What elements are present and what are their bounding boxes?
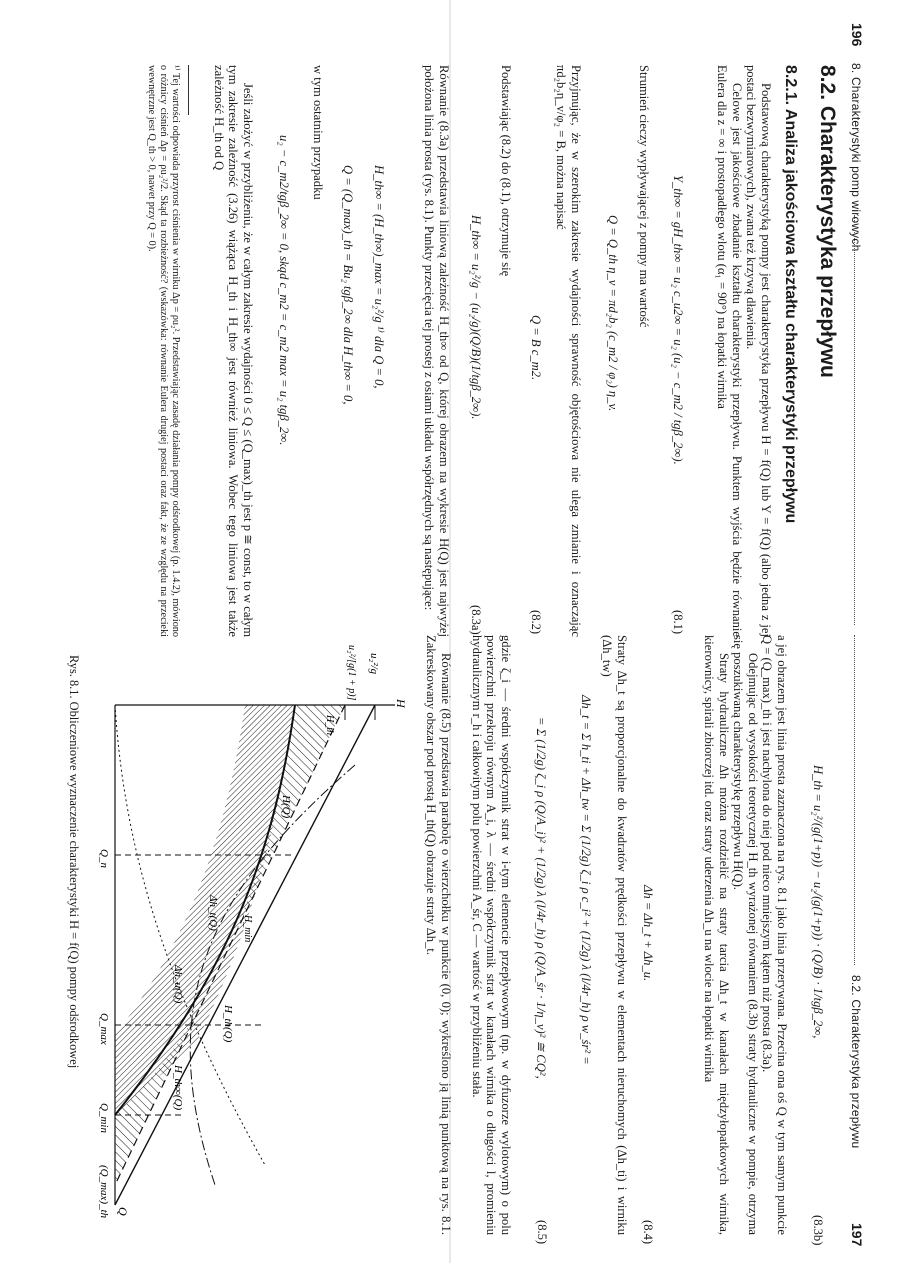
paragraph: w tym ostatnim przypadku <box>311 65 325 200</box>
paragraph: Podstawową charakterystyką pompy jest charakterystyka przepływu H = f(Q) lub Y = f(Q) (albo jedna z jej postaci bezwymiarowych), zwana też krzywą dławienia. <box>744 65 773 637</box>
equation-8-5-line2: = Σ (1/2g) ζ_i ρ (Q/A_i)² + (1/2g) λ (l/4r_h) ρ (Q/A_śr · 1/η_v)² ≅ CQ², <box>534 717 548 1079</box>
subsection-title: 8.2.1. Analiza jakościowa kształtu charakterystyki przepływu <box>782 65 799 524</box>
header-rule <box>854 635 855 965</box>
section-title: 8.2. Charakterystyka przepływu <box>816 65 839 378</box>
paragraph: Straty Δh_t są proporcjonalne do kwadratów prędkości przepływu w elementach nieruchomych (Δh_ti) i wirniku (Δh_tw) <box>600 635 629 1235</box>
equation-8-3b: H_th = u₂²/(g(1+p)) − u₂/(g(1+p)) · (Q/B) · 1/tgβ_2∞, <box>811 765 825 1039</box>
equation-8-2: Q = B c_m2. <box>529 315 543 381</box>
paragraph: Strumień cieczy wypływającej z pompy ma wartość <box>637 65 651 328</box>
footnote-rule <box>188 65 189 115</box>
equation-number: (8.3b) <box>811 1215 825 1246</box>
left-page <box>45 15 865 635</box>
label-hmin: H_min <box>242 915 253 943</box>
label-dhu: Δh_u(Q) <box>172 965 184 1004</box>
paragraph: Podstawiając (8.2) do (8.1), otrzymuje się <box>499 65 513 277</box>
equation-number: (8.5) <box>535 1220 549 1245</box>
page-number: 196 <box>849 23 865 47</box>
body-block-1 <box>715 65 773 637</box>
axis-label-q: Q <box>116 1207 130 1216</box>
paragraph: gdzie ζ_i — średni współczynnik strat w i-tym elemencie przepływowym (np. w dyfuzorze wylotowym) o polu powierzchni przekroju równym A_i, λ — średni współczynnik strat w kanałach wirnika o długości l, promieniu hydraulicznym r_h i całkowitym polu powierzchni A_śr, C — wartość w przybliżeniu stała. <box>469 635 513 1235</box>
equation-number: (8.2) <box>529 610 543 635</box>
equation-number: (8.4) <box>641 1220 655 1245</box>
paragraph: Odejmując od wysokości teoretycznej H_th wyrażonej równaniem (8.3b) straty hydrauliczne w pompie, otrzyma się poszukiwaną charakterystykę przepływu H(Q). <box>731 635 760 1235</box>
label-hth: H_th <box>324 715 335 735</box>
running-head: 8.2. Charakterystyka przepływu <box>849 975 863 1149</box>
label-dht: Δh_t(Q) <box>207 895 219 931</box>
equation-number: (8.1) <box>671 610 685 635</box>
paragraph: Celowe jest jakościowe zbadanie kształtu charakterystyki przepływu. Punktem wyjścia będzie równanie Eulera dla z = ∞ i prostopadłego wlotu (α₁ = 90°) na łopatki wirnika <box>715 65 744 637</box>
label-h-q: H(Q) <box>280 795 292 819</box>
label-qmaxth: (Q_max)_th <box>98 1165 110 1219</box>
header-rule <box>854 215 855 625</box>
paragraph: Równanie (8.5) przedstawia parabolę o wierzchołku w punkcie (0, 0); wykreślono ją linią punktową na rys. 8.1. Zakreskowany obszar pod prostą H_th(Q) obrazuje straty Δh_t. <box>424 635 453 1235</box>
equation-point-1: H_th∞ = (H_th∞)_max = u₂²/g ¹⁾ dla Q = 0, <box>372 165 386 389</box>
label-qn: Q_n <box>98 849 110 868</box>
label-hth-q: H_th(Q) <box>222 1005 234 1043</box>
equation-8-5-line1: Δh_t = Σ h_ti + Δh_tw = Σ (1/2g) ζ_i ρ c_i² + (1/2g) λ (l/4r_h) ρ w_śr² = <box>579 695 593 1065</box>
equation-number: (8.3a) <box>469 605 483 635</box>
paragraph: Straty hydrauliczne Δh można rozdzielić na straty tarcia Δh_t w kanałach międzyłopatkowych wirnika, kierownicy, spirali zbiorczej itd. oraz straty uderzenia Δh_u na wlocie na łopatki wirnika <box>702 635 731 1235</box>
label-hthinf-q: H_th∞(Q) <box>172 1065 184 1111</box>
figure-8-1 <box>95 645 415 1245</box>
equation-8-1: Y_th∞ = gH_th∞ = u₂ c_u2∞ = u₂ (u₂ − c_m2 / tgβ_2∞). <box>671 175 685 465</box>
paragraph: a jej obrazem jest linia prosta zaznaczona na rys. 8.1 jako linia przerywana. Przecina ona oś Q w tym samym punkcie Q = (Q_max)_th i jest nachylona do niej pod nieco mniejszym kątem niż prosta (8.3a). <box>760 635 789 1235</box>
equation-point-2: Q = (Q_max)_th = Bu₂ tgβ_2∞ dla H_th∞ = 0, <box>341 165 355 405</box>
paragraph: Jeśli założyć w przybliżeniu, że w całym zakresie wydajności 0 ≤ Q ≤ (Q_max)_th jest p ≅ const, to w całym tym zakresie zależność (3.26) wiążąca H_th i H_th∞ jest również liniowa. Wobec tego liniowa jest także zależność H_th od Q <box>211 65 255 637</box>
axis-label-h: H <box>394 699 408 708</box>
equation-cm2: u₂ − c_m2/tgβ_2∞ = 0, skąd c_m2 = c_m2 max = u₂ tgβ_2∞. <box>277 135 291 446</box>
footnote: ¹⁾ Tej wartości odpowiada przyrost ciśnienia w wirniku Δp = ρu₂². Przedstawiając zasadę działania pompy odśrodkowej (p. 1.4.2), mówiono o różnicy ciśnień Δp = ρu₂²/2. Skąd ta rozbieżność? (wskazówka: równanie Eulera drugiej postaci oraz fakt, że ze względu na przecieki wewnętrzne jest Q_th > 0, nawet przy Q = 0). <box>145 65 181 637</box>
equation-flow: Q = Q_th η_v = πd₂b₂ (c_m2 / φ₂) η_v. <box>606 215 620 412</box>
label-qmax: Q_max <box>98 1013 110 1045</box>
body-block-2 <box>701 635 789 1235</box>
figure-caption: Rys. 8.1. Obliczeniowe wyznaczenie charakterystyki H = f(Q) pompy odśrodkowej <box>67 655 81 1069</box>
equation-8-3a: H_th∞ = u₂²/g − (u₂/g)(Q/B)(1/tgβ_2∞). <box>469 215 483 420</box>
right-page <box>45 635 865 1255</box>
running-head: 8. Charakterystyki pomp wirowych <box>849 63 863 252</box>
label-u2g: u₂²/g <box>368 653 380 675</box>
paragraph: Równanie (8.3a) przedstawia liniową zależność H_th∞ od Q, której obrazem na wykresie H(Q) jest najwyżej położona linia prosta (rys. 8.1). Punkty przecięcia tej prostej z osiami układu współrzędnych są następujące: <box>422 65 451 637</box>
label-qmin: Q_min <box>98 1103 110 1133</box>
equation-8-4: Δh = Δh_t + Δh_u. <box>641 885 655 982</box>
label-u2g1p: u₂²/[g(1 + p)] <box>346 645 357 701</box>
paragraph: Przyjmując, że w szerokim zakresie wydajności sprawność objętościowa nie ulega zmianie i oznaczając πd₂b₂η_v/φ₂ = B, można napisać <box>554 65 583 637</box>
page-number: 197 <box>849 1223 865 1247</box>
